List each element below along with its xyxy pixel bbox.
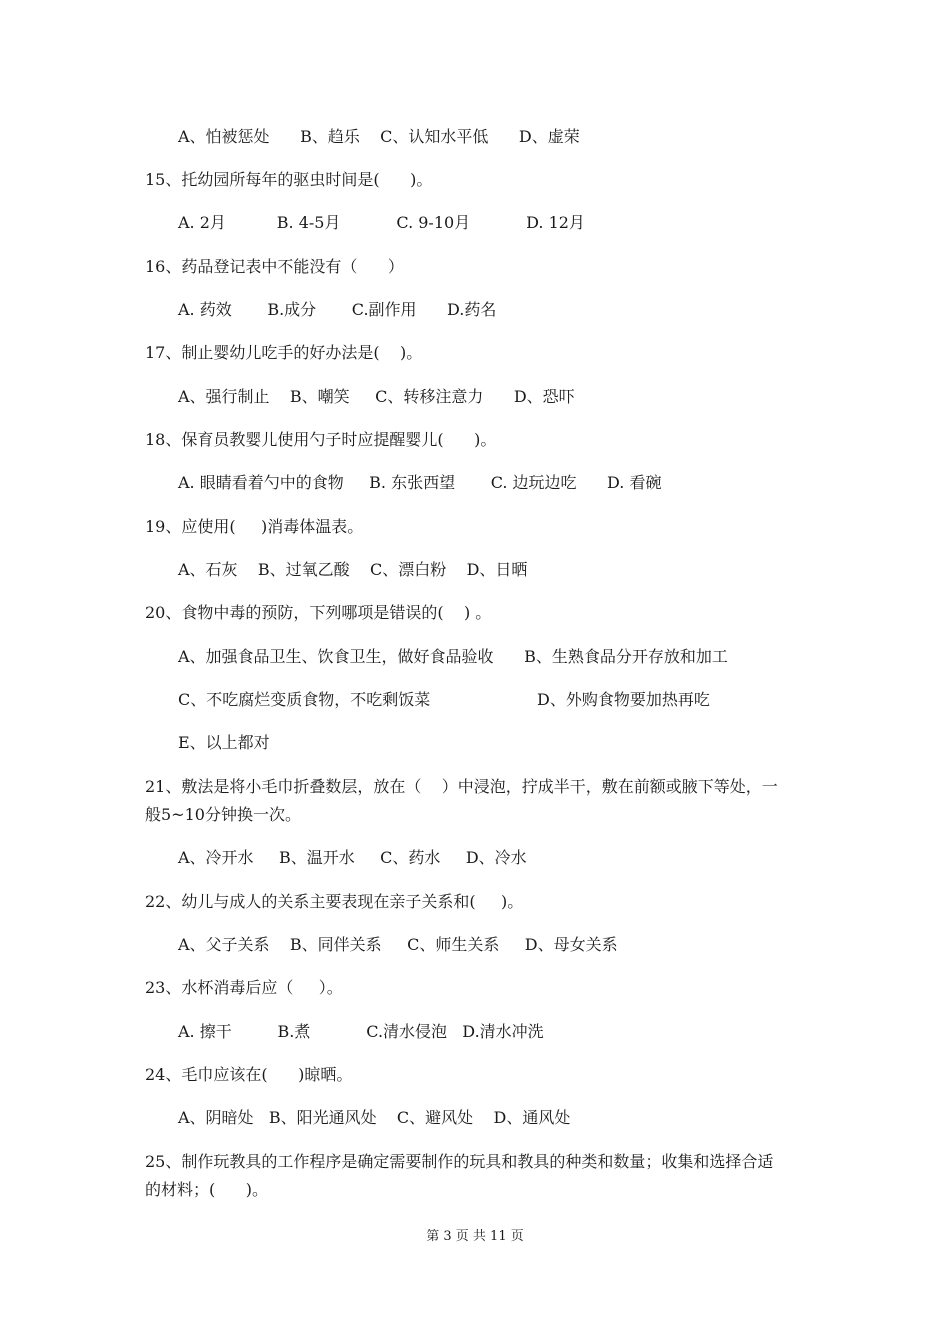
q19-options: A、石灰 B、过氧乙酸 C、漂白粉 D、日晒 bbox=[178, 560, 528, 579]
question-25-line2: 的材料；( )。 bbox=[145, 1180, 269, 1199]
question-17: 17、制止婴幼儿吃手的好办法是( )。 bbox=[145, 343, 423, 362]
question-22: 22、幼儿与成人的关系主要表现在亲子关系和( )。 bbox=[145, 892, 524, 911]
question-20: 20、食物中毒的预防，下列哪项是错误的( ) 。 bbox=[145, 603, 492, 622]
q17-options: A、强行制止 B、嘲笑 C、转移注意力 D、恐吓 bbox=[178, 387, 575, 406]
question-21-line2: 般5~10分钟换一次。 bbox=[145, 805, 301, 824]
q20-option-c: C、不吃腐烂变质食物，不吃剩饭菜 bbox=[178, 690, 431, 709]
q20-option-e: E、以上都对 bbox=[178, 733, 270, 752]
q18-options: A. 眼睛看着勺中的食物 B. 东张西望 C. 边玩边吃 D. 看碗 bbox=[178, 473, 662, 492]
q22-options: A、父子关系 B、同伴关系 C、师生关系 D、母女关系 bbox=[178, 935, 618, 954]
question-23: 23、水杯消毒后应（ ）。 bbox=[145, 978, 343, 997]
q16-options: A. 药效 B.成分 C.副作用 D.药名 bbox=[178, 300, 497, 319]
q21-options: A、冷开水 B、温开水 C、药水 D、冷水 bbox=[178, 848, 527, 867]
question-18: 18、保育员教婴儿使用勺子时应提醒婴儿( )。 bbox=[145, 430, 497, 449]
question-15: 15、托幼园所每年的驱虫时间是( )。 bbox=[145, 170, 433, 189]
question-25-line1: 25、制作玩教具的工作程序是确定需要制作的玩具和教具的种类和数量；收集和选择合适 bbox=[145, 1152, 774, 1171]
q14-options: A、怕被惩处 B、趋乐 C、认知水平低 D、虚荣 bbox=[178, 127, 580, 146]
question-16: 16、药品登记表中不能没有（ ） bbox=[145, 257, 404, 276]
q20-options-ab: A、加强食品卫生、饮食卫生，做好食品验收 B、生熟食品分开存放和加工 bbox=[178, 647, 728, 666]
question-24: 24、毛巾应该在( )晾晒。 bbox=[145, 1065, 353, 1084]
page-footer: 第 3 页 共 11 页 bbox=[426, 1229, 524, 1244]
q20-option-d: D、外购食物要加热再吃 bbox=[537, 690, 710, 709]
q23-options: A. 擦干 B.煮 C.清水侵泡 D.清水冲洗 bbox=[178, 1022, 544, 1041]
q15-options: A. 2月 B. 4-5月 C. 9-10月 D. 12月 bbox=[178, 213, 585, 232]
question-21-line1: 21、敷法是将小毛巾折叠数层，放在（ ）中浸泡，拧成半干，敷在前额或腋下等处，一 bbox=[145, 777, 778, 796]
q24-options: A、阴暗处 B、阳光通风处 C、避风处 D、通风处 bbox=[178, 1108, 571, 1127]
question-19: 19、应使用( )消毒体温表。 bbox=[145, 517, 364, 536]
